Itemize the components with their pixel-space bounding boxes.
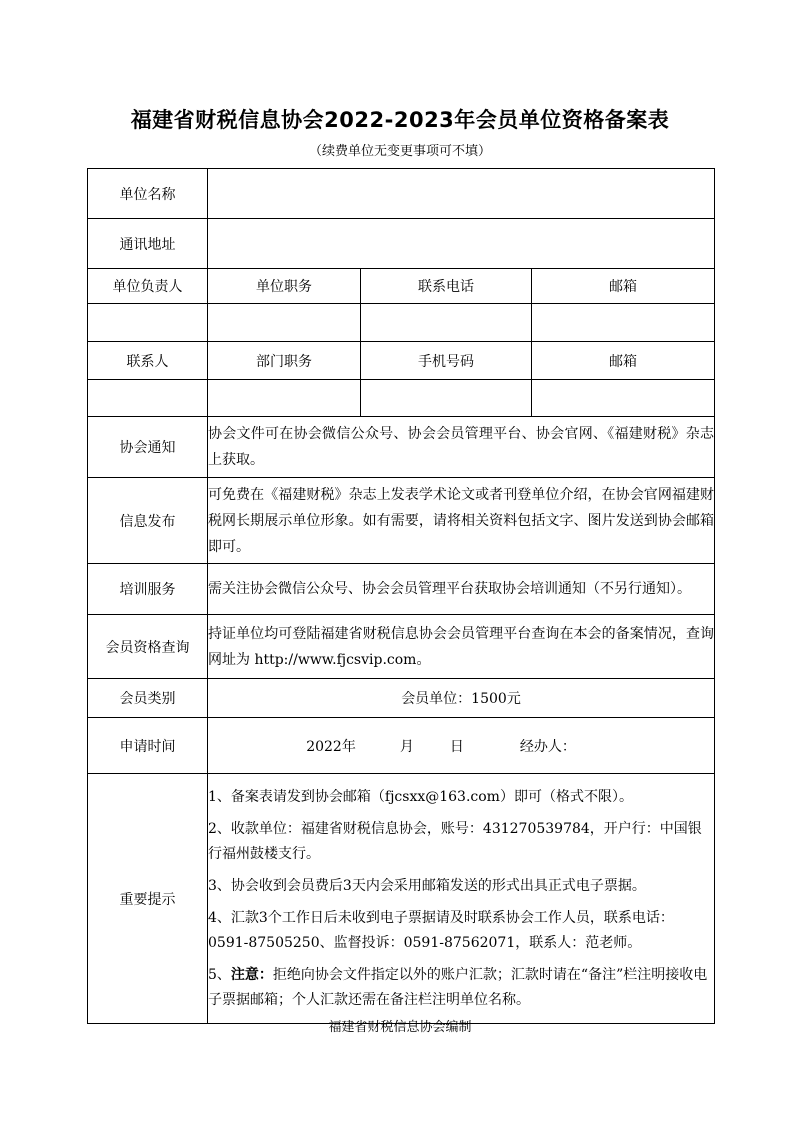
head-email-label: 邮箱 (532, 269, 715, 304)
footer-compiler: 福建省财税信息协会编制 (328, 1020, 472, 1035)
tip-5 (208, 963, 714, 1013)
head-position-label: 单位职务 (208, 269, 361, 304)
apply-day: 日 (449, 738, 464, 755)
contact-name-field[interactable] (88, 380, 208, 417)
publish-row (88, 478, 715, 564)
unit-name-label: 单位名称 (88, 169, 208, 219)
address-row (88, 219, 715, 269)
page-subtitle: （续费单位无变更事项可不填） (308, 144, 491, 159)
tips-content (208, 774, 715, 1024)
contact-header-row (88, 342, 715, 380)
head-phone-label: 联系电话 (361, 269, 532, 304)
apply-month: 月 (399, 738, 414, 755)
head-header-row (88, 269, 715, 304)
contact-dept-label: 部门职务 (208, 342, 361, 380)
publish-text: 可免费在《福建财税》杂志上发表学术论文或者刊登单位介绍，在协会官网福建财税网长期展示单位形象。如有需要，请将相关资料包括文字、图片发送到协会邮箱即可。 (208, 478, 715, 564)
contact-mobile-field[interactable] (361, 380, 532, 417)
apply-time-row (88, 718, 715, 774)
tip-5-attention: 注意： (230, 966, 273, 983)
tip-5-prefix: 5、 (208, 966, 231, 983)
training-row (88, 564, 715, 615)
training-text: 需关注协会微信公众号、协会会员管理平台获取协会培训通知（不另行通知）。 (208, 564, 715, 615)
head-position-field[interactable] (208, 304, 361, 342)
tip-4: 4、汇款3个工作日后未收到电子票据请及时联系协会工作人员，联系电话：0591-87505250、监督投诉：0591-87562071，联系人：范老师。 (208, 909, 674, 951)
apply-year: 2022年 (306, 738, 356, 755)
head-email-field[interactable] (532, 304, 715, 342)
query-row (88, 615, 715, 679)
apply-handler: 经办人： (519, 738, 576, 755)
head-phone-field[interactable] (361, 304, 532, 342)
head-name-field[interactable] (88, 304, 208, 342)
publish-label: 信息发布 (88, 478, 208, 564)
query-text: 持证单位均可登陆福建省财税信息协会会员管理平台查询在本会的备案情况，查询网址为 http://www.fjcsvip.com。 (208, 615, 715, 679)
contact-email-field[interactable] (532, 380, 715, 417)
tips-row (88, 774, 715, 1024)
category-row (88, 679, 715, 718)
training-label: 培训服务 (88, 564, 208, 615)
tip-3: 3、协会收到会员费后3天内会采用邮箱发送的形式出具正式电子票据。 (208, 877, 646, 894)
contact-mobile-label: 手机号码 (361, 342, 532, 380)
contact-label: 联系人 (88, 342, 208, 380)
contact-dept-field[interactable] (208, 380, 361, 417)
query-label: 会员资格查询 (88, 615, 208, 679)
notice-row (88, 417, 715, 478)
unit-name-row (88, 169, 715, 219)
notice-label: 协会通知 (88, 417, 208, 478)
apply-time-label: 申请时间 (88, 718, 208, 774)
contact-input-row (88, 380, 715, 417)
unit-name-field[interactable] (208, 169, 715, 219)
address-field[interactable] (208, 219, 715, 269)
category-value: 会员单位：1500元 (208, 679, 715, 718)
apply-time-field[interactable] (208, 718, 715, 774)
contact-email-label: 邮箱 (532, 342, 715, 380)
head-input-row (88, 304, 715, 342)
tip-1: 1、备案表请发到协会邮箱（fjcsxx@163.com）即可（格式不限）。 (208, 788, 633, 805)
tip-5-text: 拒绝向协会文件指定以外的账户汇款；汇款时请在“备注”栏注明接收电子票据邮箱；个人汇款还需在备注栏注明单位名称。 (208, 966, 708, 1008)
address-label: 通讯地址 (88, 219, 208, 269)
notice-text: 协会文件可在协会微信公众号、协会会员管理平台、协会官网、《福建财税》杂志上获取。 (208, 417, 715, 478)
tips-label: 重要提示 (88, 774, 208, 1024)
page-title: 福建省财税信息协会2022-2023年会员单位资格备案表 (130, 108, 670, 132)
tip-2: 2、收款单位：福建省财税信息协会，账号：431270539784，开户行：中国银行福州鼓楼支行。 (208, 820, 702, 862)
registration-form-table (87, 168, 715, 1024)
head-label: 单位负责人 (88, 269, 208, 304)
category-label: 会员类别 (88, 679, 208, 718)
